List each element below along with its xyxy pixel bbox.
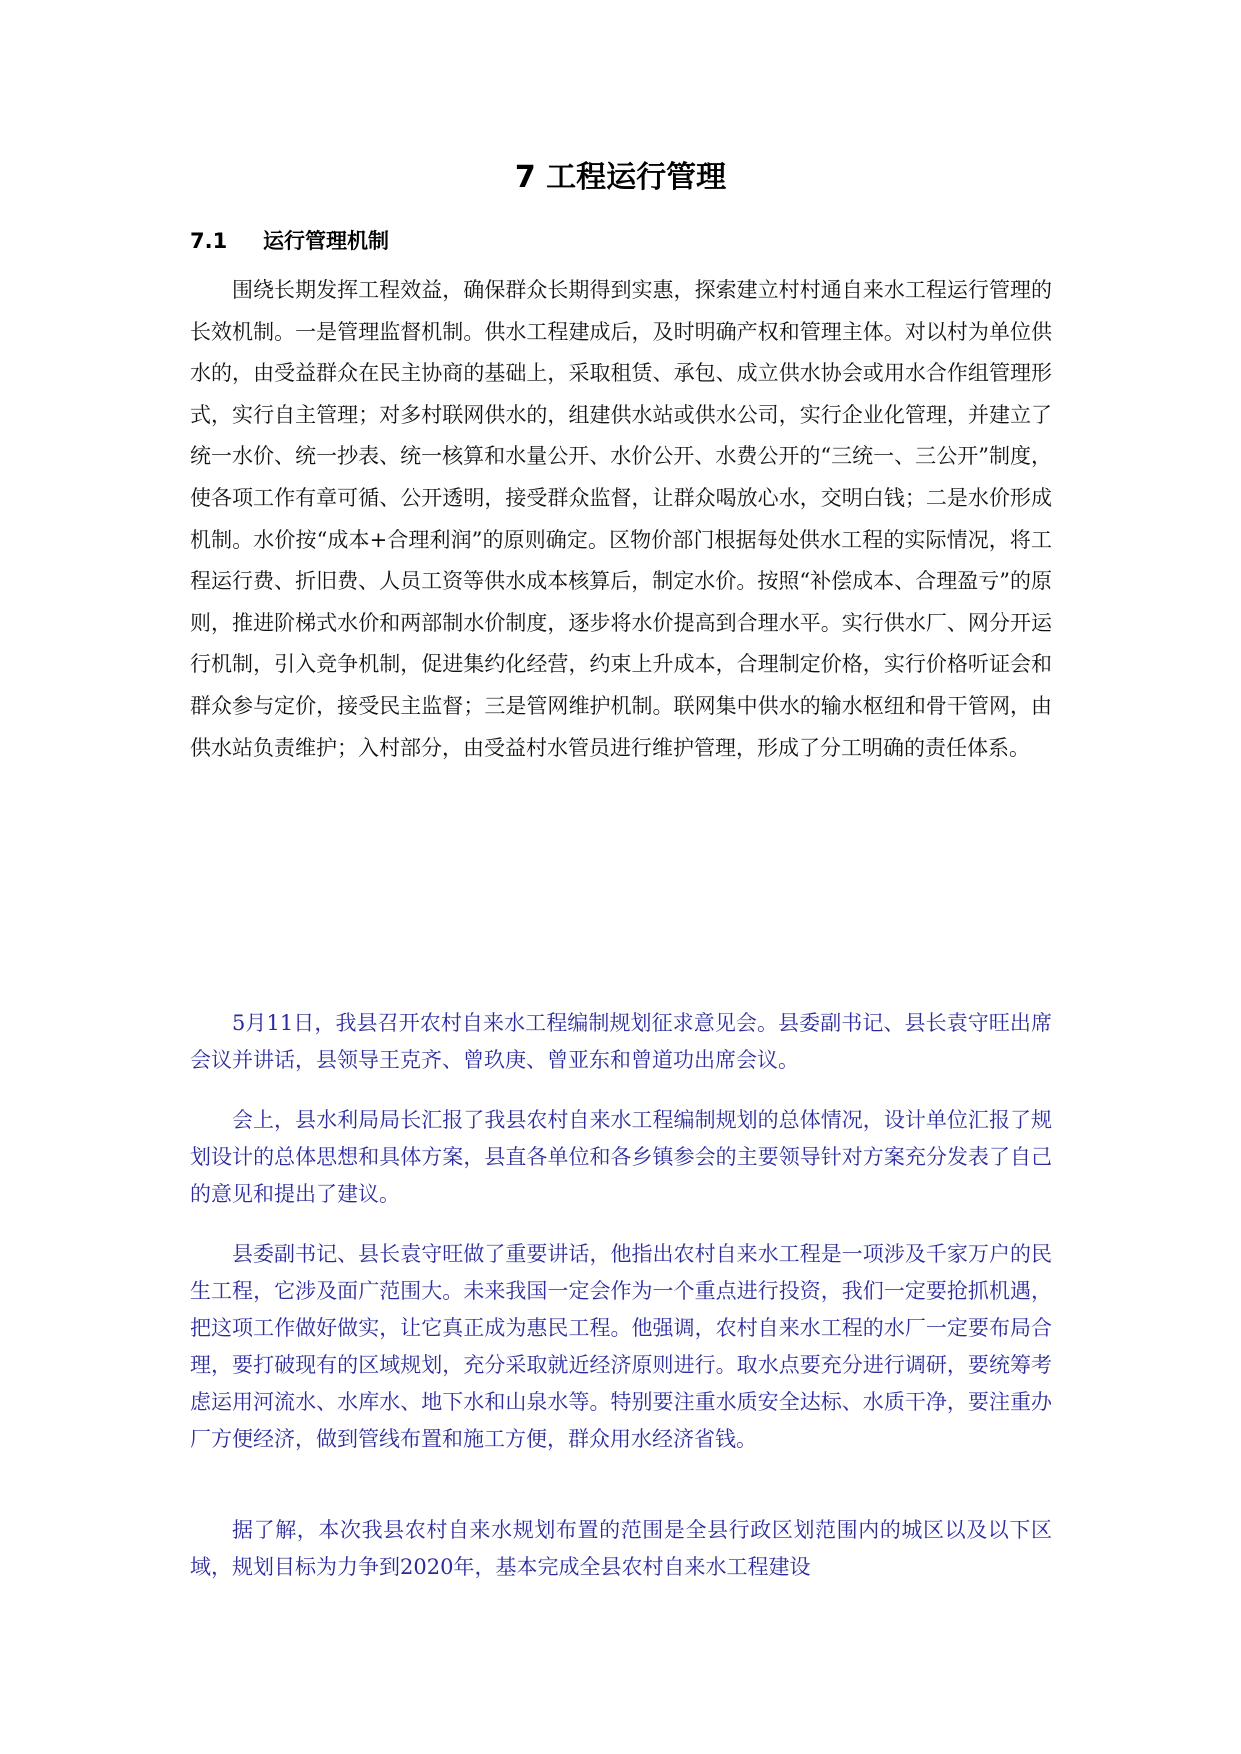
paragraph-meeting-announcement: 5月11日，我县召开农村自来水工程编制规划征求意见会。县委副书记、县长袁守旺出席会议并讲话，县领导王克齐、曾玖庚、曾亚东和曾道功出席会议。 <box>190 1011 1052 1072</box>
paragraph-planning-scope: 据了解，本次我县农村自来水规划布置的范围是全县行政区划范围内的城区以及以下区域，规划目标为力争到2020年，基本完成全县农村自来水工程建设 <box>190 1518 1052 1579</box>
paragraph-meeting-report: 会上，县水利局局长汇报了我县农村自来水工程编制规划的总体情况，设计单位汇报了规划设计的总体思想和具体方案，县直各单位和各乡镇参会的主要领导针对方案充分发表了自己的意见和提出了建议。 <box>190 1108 1052 1206</box>
section-title: 运行管理机制 <box>263 229 389 253</box>
paragraph-management-mechanism: 围绕长期发挥工程效益，确保群众长期得到实惠，探索建立村村通自来水工程运行管理的长效机制。一是管理监督机制。供水工程建成后，及时明确产权和管理主体。对以村为单位供水的，由受益群众在民主协商的基础上，采取租赁、承包、成立供水协会或用水合作组管理形式，实行自主管理；对多村联网供水的，组建供水站或供水公司，实行企业化管理，并建立了统一水价、统一抄表、统一核算和水量公开、水价公开、水费公开的“三统一、三公开”制度，使各项工作有章可循、公开透明，接受群众监督，让群众喝放心水，交明白钱；二是水价形成机制。水价按“成本+合理利润”的原则确定。区物价部门根据每处供水工程的实际情况，将工程运行费、折旧费、人员工资等供水成本核算后，制定水价。按照“补偿成本、合理盈亏”的原则，推进阶梯式水价和两部制水价制度，逐步将水价提高到合理水平。实行供水厂、网分开运行机制，引入竞争机制，促进集约化经营，约束上升成本，合理制定价格，实行价格听证会和群众参与定价，接受民主监督；三是管网维护机制。联网集中供水的输水枢纽和骨干管网，由供水站负责维护；入村部分，由受益村水管员进行维护管理，形成了分工明确的责任体系。 <box>190 278 1052 760</box>
section-heading <box>190 226 389 256</box>
chapter-title: 7 工程运行管理 <box>514 160 727 195</box>
section-number: 7.1 <box>190 229 228 253</box>
paragraph-speech: 县委副书记、县长袁守旺做了重要讲话，他指出农村自来水工程是一项涉及千家万户的民生工程，它涉及面广范围大。未来我国一定会作为一个重点进行投资，我们一定要抢抓机遇，把这项工作做好做实，让它真正成为惠民工程。他强调，农村自来水工程的水厂一定要布局合理，要打破现有的区域规划，充分采取就近经济原则进行。取水点要充分进行调研，要统筹考虑运用河流水、水库水、地下水和山泉水等。特别要注重水质安全达标、水质干净，要注重办厂方便经济，做到管线布置和施工方便，群众用水经济省钱。 <box>190 1242 1052 1451</box>
